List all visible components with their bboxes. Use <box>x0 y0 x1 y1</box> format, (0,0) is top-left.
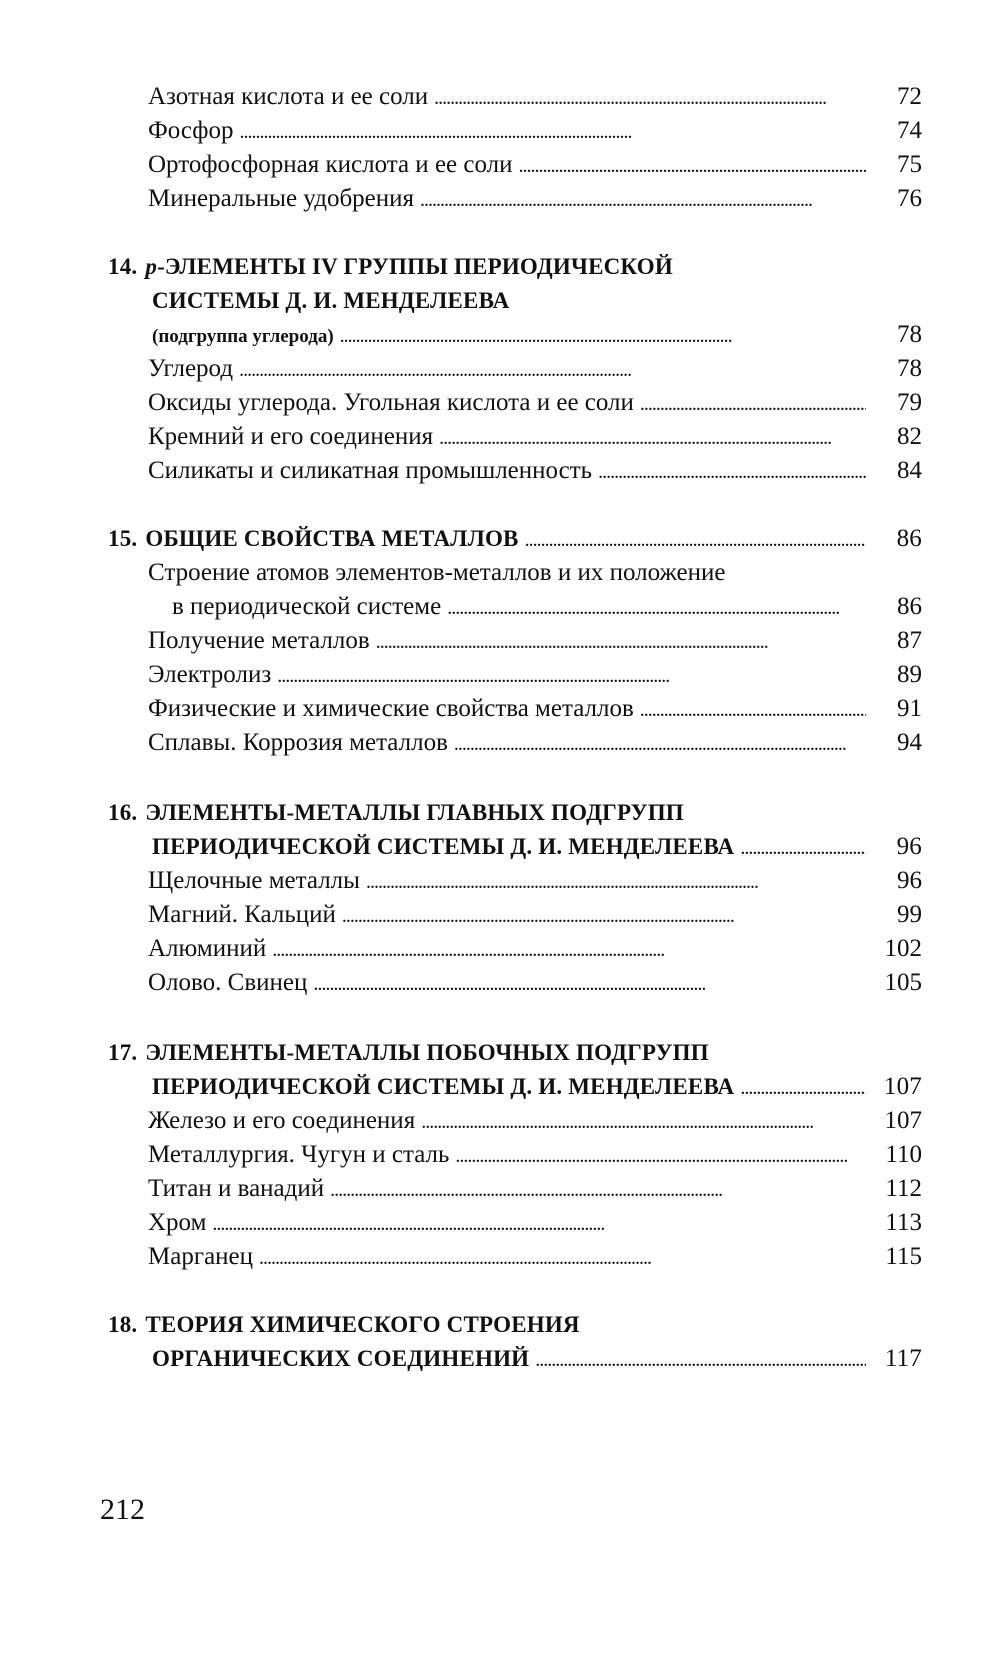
leader-dots <box>420 182 866 217</box>
toc-entry-page: 75 <box>897 151 922 178</box>
toc-entry-page: 72 <box>897 83 922 110</box>
section-heading-text: -ЭЛЕМЕНТЫ IV ГРУППЫ ПЕРИОДИЧЕСКОЙ <box>157 254 673 279</box>
section-heading-text: ОБЩИЕ СВОЙСТВА МЕТАЛЛОВ <box>145 526 519 551</box>
section-heading-line2[interactable] <box>0 1342 922 1376</box>
section-heading-text: ПЕРИОДИЧЕСКОЙ СИСТЕМЫ Д. И. МЕНДЕЛЕЕВА <box>152 1074 735 1099</box>
toc-entry-page: 87 <box>897 627 922 654</box>
toc-entry[interactable] <box>0 692 922 726</box>
leader-dots <box>640 692 866 727</box>
toc-entry-title: Минеральные удобрения <box>148 185 415 212</box>
leader-dots <box>535 1342 866 1377</box>
leader-dots <box>640 386 866 421</box>
toc-entry-title: Железо и его соединения <box>148 1107 416 1134</box>
toc-entry-title: Металлургия. Чугун и сталь <box>148 1141 450 1168</box>
section-heading-text: ЭЛЕМЕНТЫ-МЕТАЛЛЫ ПОБОЧНЫХ ПОДГРУПП <box>145 1040 709 1065</box>
toc-entry-page: 76 <box>897 185 922 212</box>
toc-entry-title: в периодической системе <box>172 593 442 620</box>
section-number: 15. <box>108 526 138 551</box>
toc-entry-page: 82 <box>897 423 922 450</box>
toc-entry-title: Получение металлов <box>148 627 370 654</box>
toc-entry-page: 78 <box>897 355 922 382</box>
toc-entry[interactable] <box>0 114 922 148</box>
toc-entry[interactable] <box>0 590 922 624</box>
section-number: 14. <box>108 254 138 279</box>
toc-entry-page: 79 <box>897 389 922 416</box>
section-heading-line2[interactable] <box>0 1070 922 1104</box>
leader-dots <box>212 1206 866 1241</box>
leader-dots <box>340 318 866 353</box>
toc-entry-page: 112 <box>885 1175 922 1202</box>
section-heading[interactable] <box>0 522 922 556</box>
toc-entry[interactable] <box>0 80 922 114</box>
toc-entry-title: Магний. Кальций <box>148 901 336 928</box>
toc-entry[interactable] <box>0 1206 922 1240</box>
leader-dots <box>259 1240 866 1275</box>
section-heading-text: ТЕОРИЯ ХИМИЧЕСКОГО СТРОЕНИЯ <box>145 1312 580 1337</box>
leader-dots <box>598 454 866 489</box>
toc-entry-title: Оксиды углерода. Угольная кислота и ее соли <box>148 389 634 416</box>
section-subtitle: (подгруппа углерода) <box>152 326 334 347</box>
toc-entry-title: Азотная кислота и ее соли <box>148 83 429 110</box>
section-heading[interactable] <box>0 250 673 284</box>
toc-entry[interactable] <box>0 898 922 932</box>
toc-entry-title: Алюминий <box>148 935 267 962</box>
section-page: 86 <box>896 525 922 552</box>
toc-entry[interactable] <box>0 726 922 760</box>
toc-entry-page: 91 <box>897 695 922 722</box>
toc-entry-title: Олово. Свинец <box>148 969 308 996</box>
toc-entry-page: 107 <box>884 1107 922 1134</box>
toc-entry-line1[interactable] <box>0 556 725 590</box>
leader-dots <box>455 1138 866 1173</box>
section-number: 18. <box>108 1312 138 1337</box>
toc-entry-page: 102 <box>884 935 922 962</box>
toc-entry-page: 89 <box>897 661 922 688</box>
toc-entry-title: Физические и химические свойства металлов <box>148 695 634 722</box>
leader-dots <box>434 80 866 115</box>
toc-entry-page: 110 <box>885 1141 922 1168</box>
leader-dots <box>239 114 866 149</box>
toc-entry-title: Щелочные металлы <box>148 867 360 894</box>
toc-entry-title: Углерод <box>148 355 234 382</box>
section-heading-text: ОРГАНИЧЕСКИХ СОЕДИНЕНИЙ <box>152 1346 530 1371</box>
toc-entry[interactable] <box>0 1104 922 1138</box>
toc-entry-title: Фосфор <box>148 117 234 144</box>
section-heading-text: ЭЛЕМЕНТЫ-МЕТАЛЛЫ ГЛАВНЫХ ПОДГРУПП <box>145 800 684 825</box>
leader-dots <box>740 1070 866 1105</box>
leader-dots <box>366 864 866 899</box>
toc-entry-page: 105 <box>884 969 922 996</box>
toc-entry-title: Титан и ванадий <box>148 1175 325 1202</box>
toc-entry[interactable] <box>0 386 922 420</box>
section-heading[interactable] <box>0 1308 580 1342</box>
toc-entry-page: 96 <box>897 867 922 894</box>
toc-entry[interactable] <box>0 624 922 658</box>
leader-dots <box>519 148 866 183</box>
section-page: 117 <box>884 1345 922 1372</box>
section-subtitle-entry[interactable] <box>0 318 922 352</box>
toc-entry[interactable] <box>0 932 922 966</box>
section-page: 78 <box>897 321 922 348</box>
leader-dots <box>454 726 866 761</box>
leader-dots <box>239 352 866 387</box>
toc-entry[interactable] <box>0 1172 922 1206</box>
leader-dots <box>439 420 866 455</box>
toc-entry[interactable] <box>0 658 922 692</box>
leader-dots <box>330 1172 866 1207</box>
leader-dots <box>376 624 866 659</box>
leader-dots <box>740 830 866 865</box>
section-number: 17. <box>108 1040 138 1065</box>
leader-dots <box>421 1104 866 1139</box>
section-heading-line2 <box>0 284 509 318</box>
section-page: 107 <box>883 1073 922 1100</box>
toc-entry[interactable] <box>0 1138 922 1172</box>
section-heading-text: ПЕРИОДИЧЕСКОЙ СИСТЕМЫ Д. И. МЕНДЕЛЕЕВА <box>152 834 735 859</box>
leader-dots <box>447 590 866 625</box>
toc-entry[interactable] <box>0 966 922 1000</box>
toc-entry-page: 74 <box>897 117 922 144</box>
toc-entry[interactable] <box>0 454 922 488</box>
section-heading[interactable] <box>0 796 684 830</box>
toc-entry[interactable] <box>0 352 922 386</box>
toc-entry-title: Сплавы. Коррозия металлов <box>148 729 448 756</box>
toc-entry[interactable] <box>0 420 922 454</box>
toc-entry-title: Силикаты и силикатная промышленность <box>148 457 593 484</box>
leader-dots <box>272 932 866 967</box>
toc-entry[interactable] <box>0 182 922 216</box>
toc-entry-title: Строение атомов элементов-металлов и их положение <box>148 559 726 586</box>
page-number: 212 <box>100 1493 145 1526</box>
toc-entry[interactable] <box>0 1240 922 1274</box>
toc-entry-title: Электролиз <box>148 661 272 688</box>
toc-entry-page: 94 <box>897 729 922 756</box>
leader-dots <box>277 658 866 693</box>
section-heading[interactable] <box>0 1036 709 1070</box>
leader-dots <box>342 898 866 933</box>
toc-entry-page: 86 <box>897 593 922 620</box>
leader-dots <box>525 522 866 557</box>
toc-entry-title: Ортофосфорная кислота и ее соли <box>148 151 513 178</box>
toc-entry-page: 99 <box>897 901 922 928</box>
toc-entry-title: Хром <box>148 1209 207 1236</box>
leader-dots <box>313 966 866 1001</box>
section-number: 16. <box>108 800 138 825</box>
section-heading-line2[interactable] <box>0 830 922 864</box>
toc-entry[interactable] <box>0 148 922 182</box>
toc-entry[interactable] <box>0 864 922 898</box>
toc-entry-page: 115 <box>885 1243 922 1270</box>
section-heading-prefix: p <box>145 254 158 279</box>
toc-entry-page: 113 <box>885 1209 922 1236</box>
toc-entry-title: Кремний и его соединения <box>148 423 434 450</box>
section-page: 96 <box>896 833 922 860</box>
toc-entry-title: Марганец <box>148 1243 254 1270</box>
section-heading-text: СИСТЕМЫ Д. И. МЕНДЕЛЕЕВА <box>152 288 510 313</box>
toc-entry-page: 84 <box>897 457 922 484</box>
